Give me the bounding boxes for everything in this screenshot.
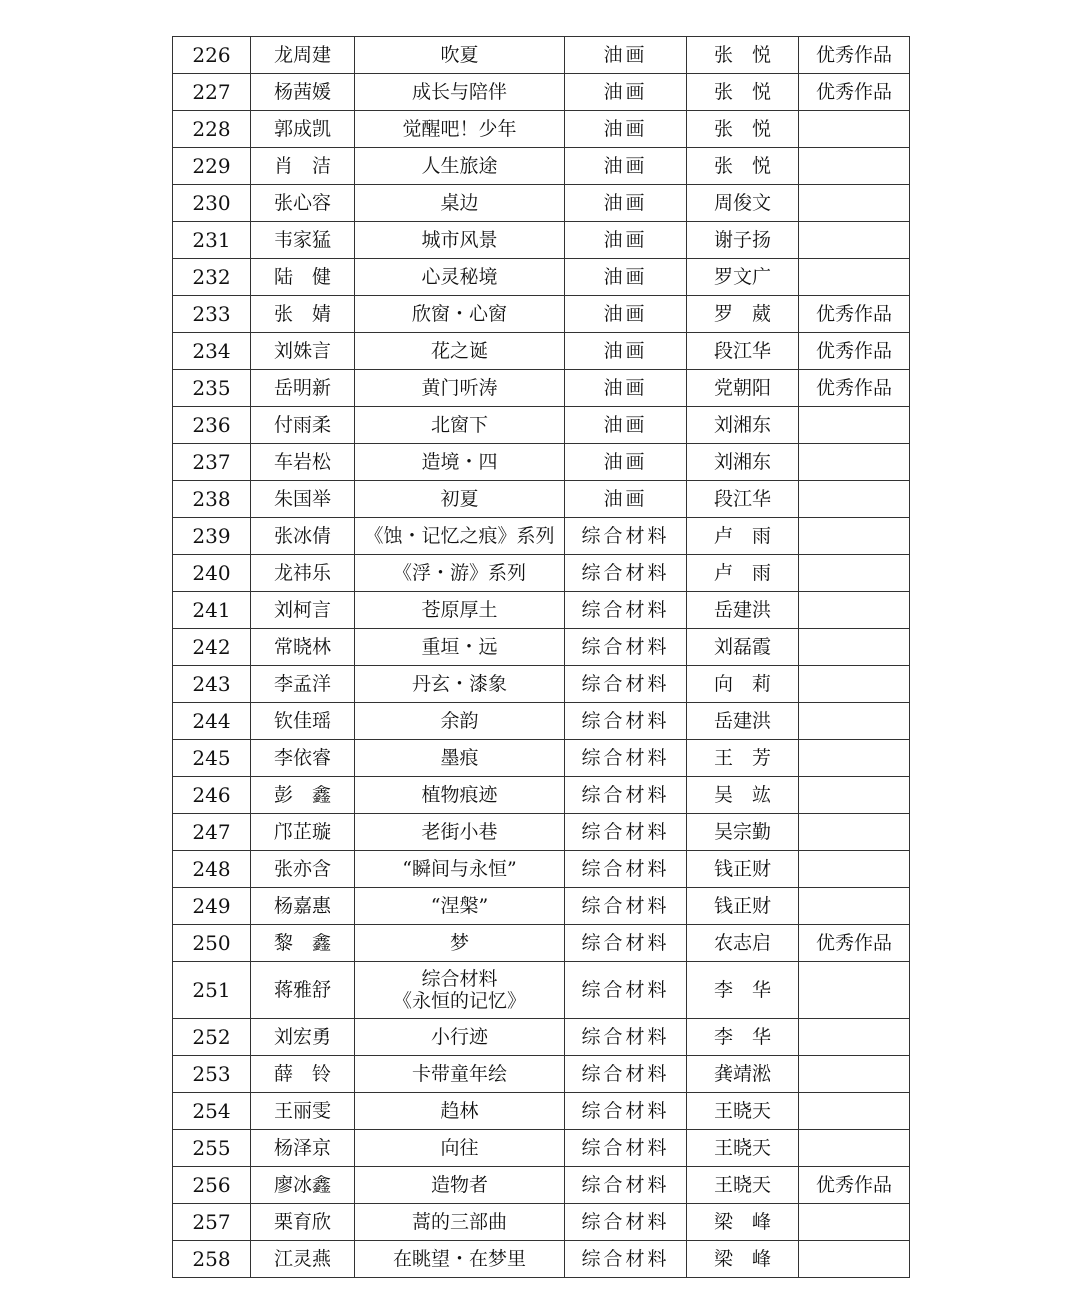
student-name: 栗育欣 [251, 1204, 355, 1241]
award-label [799, 962, 910, 1019]
artwork-title: 花之诞 [355, 333, 565, 370]
table-row [173, 851, 910, 888]
artwork-title: 心灵秘境 [355, 259, 565, 296]
entry-number: 234 [173, 333, 251, 370]
entry-number: 246 [173, 777, 251, 814]
award-label [799, 629, 910, 666]
student-name: 常晓林 [251, 629, 355, 666]
entry-number: 232 [173, 259, 251, 296]
advisor-name: 农志启 [687, 925, 799, 962]
advisor-name: 周俊文 [687, 185, 799, 222]
entry-number: 254 [173, 1093, 251, 1130]
award-label [799, 1093, 910, 1130]
student-name: 杨茜媛 [251, 74, 355, 111]
artwork-title: 苍原厚土 [355, 592, 565, 629]
student-name: 江灵燕 [251, 1241, 355, 1278]
entry-number: 248 [173, 851, 251, 888]
artwork-category: 综合材料 [565, 555, 687, 592]
artwork-category: 油画 [565, 185, 687, 222]
artwork-title: 蒿的三部曲 [355, 1204, 565, 1241]
artwork-title: 北窗下 [355, 407, 565, 444]
artwork-category: 油画 [565, 222, 687, 259]
advisor-name: 段江华 [687, 481, 799, 518]
entry-number: 236 [173, 407, 251, 444]
entry-number: 240 [173, 555, 251, 592]
student-name: 李孟洋 [251, 666, 355, 703]
advisor-name: 龚靖淞 [687, 1056, 799, 1093]
award-label [799, 111, 910, 148]
artwork-category: 综合材料 [565, 703, 687, 740]
advisor-name: 张 悦 [687, 111, 799, 148]
artwork-category: 综合材料 [565, 1241, 687, 1278]
award-label [799, 888, 910, 925]
student-name: 彭 鑫 [251, 777, 355, 814]
artwork-category: 油画 [565, 296, 687, 333]
award-label [799, 1241, 910, 1278]
advisor-name: 李 华 [687, 1019, 799, 1056]
artwork-title: 老街小巷 [355, 814, 565, 851]
entry-number: 255 [173, 1130, 251, 1167]
table-row [173, 518, 910, 555]
student-name: 蒋雅舒 [251, 962, 355, 1019]
award-label [799, 1130, 910, 1167]
artwork-title: 植物痕迹 [355, 777, 565, 814]
entry-number: 228 [173, 111, 251, 148]
artwork-category: 油画 [565, 333, 687, 370]
artwork-title: 吹夏 [355, 37, 565, 74]
award-label [799, 222, 910, 259]
advisor-name: 王晓天 [687, 1130, 799, 1167]
student-name: 钦佳瑶 [251, 703, 355, 740]
table-row [173, 740, 910, 777]
award-label: 优秀作品 [799, 370, 910, 407]
table-row [173, 962, 910, 1019]
table-row [173, 222, 910, 259]
table-row [173, 148, 910, 185]
entry-number: 237 [173, 444, 251, 481]
student-name: 张亦含 [251, 851, 355, 888]
artwork-title: “涅槃” [355, 888, 565, 925]
award-label [799, 259, 910, 296]
artwork-title: 欣窗・心窗 [355, 296, 565, 333]
advisor-name: 罗 葳 [687, 296, 799, 333]
table-row [173, 1019, 910, 1056]
table-row [173, 37, 910, 74]
artwork-title: 人生旅途 [355, 148, 565, 185]
student-name: 肖 洁 [251, 148, 355, 185]
advisor-name: 吴宗勤 [687, 814, 799, 851]
artwork-title: “瞬间与永恒” [355, 851, 565, 888]
table-row [173, 1056, 910, 1093]
artwork-category: 综合材料 [565, 814, 687, 851]
artwork-title-line2: 《永恒的记忆》 [392, 990, 526, 1012]
artwork-category: 综合材料 [565, 851, 687, 888]
award-label [799, 185, 910, 222]
student-name: 刘柯言 [251, 592, 355, 629]
advisor-name: 梁 峰 [687, 1204, 799, 1241]
table-row [173, 111, 910, 148]
table-row [173, 592, 910, 629]
artwork-category: 综合材料 [565, 1056, 687, 1093]
table-row [173, 777, 910, 814]
table-row [173, 814, 910, 851]
entry-number: 258 [173, 1241, 251, 1278]
artwork-category: 油画 [565, 407, 687, 444]
artwork-category: 综合材料 [565, 740, 687, 777]
student-name: 张 婧 [251, 296, 355, 333]
award-label: 优秀作品 [799, 1167, 910, 1204]
artwork-category: 综合材料 [565, 1019, 687, 1056]
award-label: 优秀作品 [799, 296, 910, 333]
artwork-title: 梦 [355, 925, 565, 962]
award-label [799, 703, 910, 740]
award-label: 优秀作品 [799, 925, 910, 962]
entry-number: 253 [173, 1056, 251, 1093]
entry-number: 247 [173, 814, 251, 851]
artwork-category: 综合材料 [565, 1130, 687, 1167]
advisor-name: 钱正财 [687, 888, 799, 925]
table-row [173, 444, 910, 481]
entry-number: 229 [173, 148, 251, 185]
student-name: 刘姝言 [251, 333, 355, 370]
student-name: 廖冰鑫 [251, 1167, 355, 1204]
advisor-name: 李 华 [687, 962, 799, 1019]
artwork-list-sheet [172, 36, 909, 1278]
table-row [173, 259, 910, 296]
table-row [173, 407, 910, 444]
artwork-title: 城市风景 [355, 222, 565, 259]
table-row [173, 481, 910, 518]
table-row [173, 703, 910, 740]
entry-number: 256 [173, 1167, 251, 1204]
artwork-title: 桌边 [355, 185, 565, 222]
award-label [799, 148, 910, 185]
entry-number: 250 [173, 925, 251, 962]
student-name: 韦家猛 [251, 222, 355, 259]
award-label [799, 777, 910, 814]
student-name: 薛 铃 [251, 1056, 355, 1093]
award-label [799, 814, 910, 851]
entry-number: 242 [173, 629, 251, 666]
student-name: 邝芷璇 [251, 814, 355, 851]
table-row [173, 74, 910, 111]
table-row [173, 555, 910, 592]
student-name: 岳明新 [251, 370, 355, 407]
table-row [173, 1241, 910, 1278]
artwork-category: 综合材料 [565, 888, 687, 925]
artwork-category: 综合材料 [565, 1204, 687, 1241]
artwork-title: 成长与陪伴 [355, 74, 565, 111]
student-name: 张心容 [251, 185, 355, 222]
award-label [799, 481, 910, 518]
artwork-category: 综合材料 [565, 666, 687, 703]
artwork-category: 综合材料 [565, 925, 687, 962]
entry-number: 245 [173, 740, 251, 777]
artwork-category: 综合材料 [565, 629, 687, 666]
entry-number: 239 [173, 518, 251, 555]
award-label [799, 851, 910, 888]
artwork-title: 觉醒吧！少年 [355, 111, 565, 148]
artwork-category: 油画 [565, 148, 687, 185]
student-name: 杨嘉惠 [251, 888, 355, 925]
artwork-category: 油画 [565, 481, 687, 518]
entry-number: 230 [173, 185, 251, 222]
student-name: 陆 健 [251, 259, 355, 296]
artwork-title: 初夏 [355, 481, 565, 518]
artwork-title: 小行迹 [355, 1019, 565, 1056]
artwork-title-line1: 综合材料 [421, 968, 498, 990]
entry-number: 251 [173, 962, 251, 1019]
artwork-title: 造物者 [355, 1167, 565, 1204]
artwork-table [172, 36, 910, 1278]
advisor-name: 梁 峰 [687, 1241, 799, 1278]
student-name: 龙周建 [251, 37, 355, 74]
table-row [173, 629, 910, 666]
artwork-category: 油画 [565, 37, 687, 74]
award-label [799, 1056, 910, 1093]
artwork-category: 综合材料 [565, 592, 687, 629]
artwork-title: 《蚀・记忆之痕》系列 [355, 518, 565, 555]
artwork-title: 黄门听涛 [355, 370, 565, 407]
artwork-title [355, 962, 565, 1019]
award-label [799, 1204, 910, 1241]
table-row [173, 185, 910, 222]
student-name: 刘宏勇 [251, 1019, 355, 1056]
artwork-category: 综合材料 [565, 962, 687, 1019]
award-label: 优秀作品 [799, 333, 910, 370]
artwork-category: 综合材料 [565, 1093, 687, 1130]
advisor-name: 王晓天 [687, 1093, 799, 1130]
student-name: 朱国举 [251, 481, 355, 518]
artwork-table-body [173, 37, 910, 1278]
artwork-category: 油画 [565, 259, 687, 296]
award-label [799, 555, 910, 592]
advisor-name: 罗文广 [687, 259, 799, 296]
entry-number: 227 [173, 74, 251, 111]
table-row [173, 296, 910, 333]
table-row [173, 1130, 910, 1167]
table-row [173, 666, 910, 703]
entry-number: 252 [173, 1019, 251, 1056]
advisor-name: 钱正财 [687, 851, 799, 888]
artwork-category: 油画 [565, 111, 687, 148]
table-row [173, 1204, 910, 1241]
artwork-title: 重垣・远 [355, 629, 565, 666]
table-row [173, 333, 910, 370]
entry-number: 238 [173, 481, 251, 518]
award-label [799, 518, 910, 555]
artwork-title: 在眺望・在梦里 [355, 1241, 565, 1278]
entry-number: 243 [173, 666, 251, 703]
artwork-title: 卡带童年绘 [355, 1056, 565, 1093]
advisor-name: 段江华 [687, 333, 799, 370]
advisor-name: 张 悦 [687, 37, 799, 74]
artwork-title: 趋林 [355, 1093, 565, 1130]
student-name: 付雨柔 [251, 407, 355, 444]
award-label [799, 407, 910, 444]
table-row [173, 888, 910, 925]
entry-number: 244 [173, 703, 251, 740]
artwork-category: 油画 [565, 370, 687, 407]
entry-number: 257 [173, 1204, 251, 1241]
table-row [173, 925, 910, 962]
advisor-name: 王晓天 [687, 1167, 799, 1204]
artwork-title: 丹玄・漆象 [355, 666, 565, 703]
student-name: 杨泽京 [251, 1130, 355, 1167]
student-name: 黎 鑫 [251, 925, 355, 962]
award-label [799, 1019, 910, 1056]
artwork-category: 油画 [565, 444, 687, 481]
advisor-name: 向 莉 [687, 666, 799, 703]
artwork-title: 墨痕 [355, 740, 565, 777]
entry-number: 235 [173, 370, 251, 407]
student-name: 李依睿 [251, 740, 355, 777]
award-label [799, 444, 910, 481]
table-row [173, 1167, 910, 1204]
artwork-category: 综合材料 [565, 518, 687, 555]
entry-number: 231 [173, 222, 251, 259]
advisor-name: 卢 雨 [687, 518, 799, 555]
artwork-title: 向往 [355, 1130, 565, 1167]
award-label: 优秀作品 [799, 74, 910, 111]
student-name: 郭成凯 [251, 111, 355, 148]
artwork-category: 综合材料 [565, 777, 687, 814]
artwork-title: 余韵 [355, 703, 565, 740]
advisor-name: 刘湘东 [687, 407, 799, 444]
advisor-name: 王 芳 [687, 740, 799, 777]
advisor-name: 张 悦 [687, 74, 799, 111]
advisor-name: 卢 雨 [687, 555, 799, 592]
award-label [799, 740, 910, 777]
award-label [799, 666, 910, 703]
student-name: 王丽雯 [251, 1093, 355, 1130]
table-row [173, 1093, 910, 1130]
artwork-title: 《浮・游》系列 [355, 555, 565, 592]
advisor-name: 吴 竑 [687, 777, 799, 814]
artwork-title: 造境・四 [355, 444, 565, 481]
entry-number: 233 [173, 296, 251, 333]
student-name: 车岩松 [251, 444, 355, 481]
advisor-name: 刘湘东 [687, 444, 799, 481]
advisor-name: 谢子扬 [687, 222, 799, 259]
entry-number: 226 [173, 37, 251, 74]
student-name: 张冰倩 [251, 518, 355, 555]
advisor-name: 岳建洪 [687, 703, 799, 740]
artwork-category: 综合材料 [565, 1167, 687, 1204]
award-label: 优秀作品 [799, 37, 910, 74]
table-row [173, 370, 910, 407]
advisor-name: 刘磊霞 [687, 629, 799, 666]
entry-number: 249 [173, 888, 251, 925]
advisor-name: 党朝阳 [687, 370, 799, 407]
advisor-name: 张 悦 [687, 148, 799, 185]
advisor-name: 岳建洪 [687, 592, 799, 629]
award-label [799, 592, 910, 629]
entry-number: 241 [173, 592, 251, 629]
artwork-category: 油画 [565, 74, 687, 111]
student-name: 龙祎乐 [251, 555, 355, 592]
